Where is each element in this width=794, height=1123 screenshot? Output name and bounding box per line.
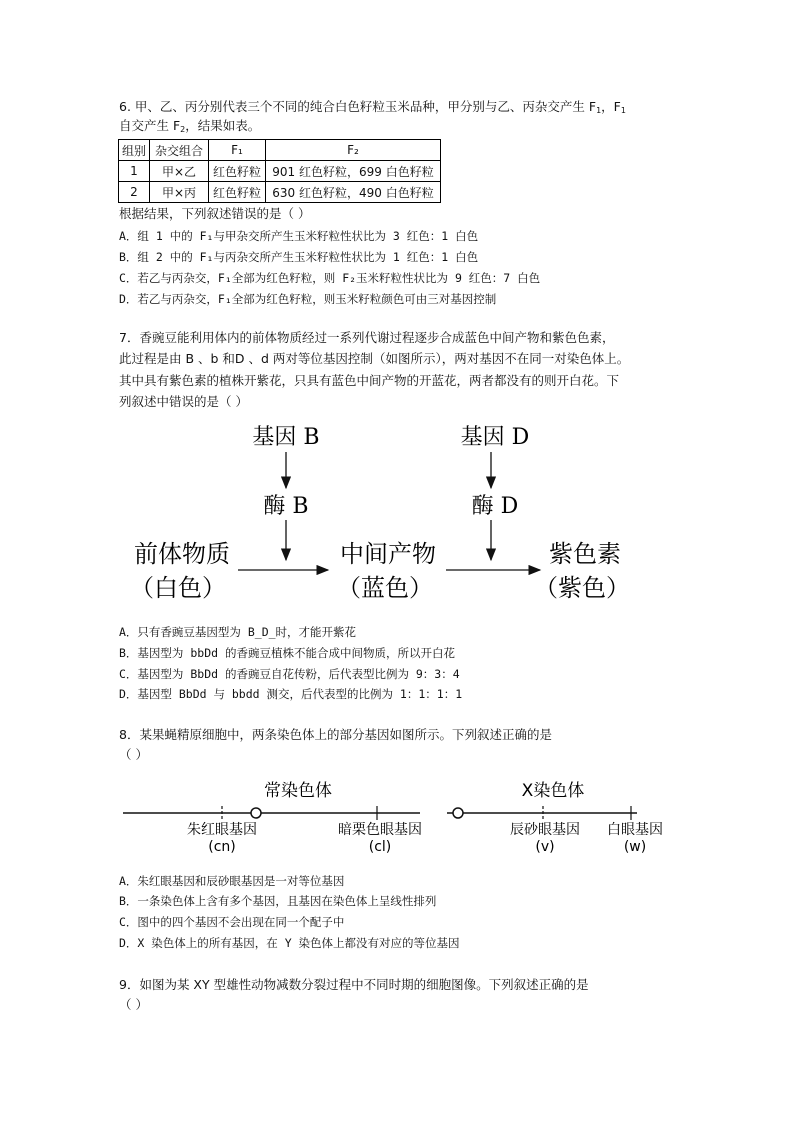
gene-cl-symbol: (cl) xyxy=(368,839,392,855)
pigment-label: 紫色素 xyxy=(549,540,621,568)
q9-stem: 9．如图为某 XY 型雄性动物减数分裂过程中不同时期的细胞图像。下列叙述正确的是 xyxy=(119,977,589,992)
enzyme-b-label: 酶 B xyxy=(263,494,309,519)
table-cell: 901 红色籽粒，699 白色籽粒 xyxy=(266,161,441,182)
autosome-centromere xyxy=(251,808,261,818)
gene-w-symbol: (w) xyxy=(623,839,647,855)
q6-option-d: D．若乙与丙杂交，F₁全部为红色籽粒，则玉米籽粒颜色可由三对基因控制 xyxy=(119,292,497,306)
autosome-title: 常染色体 xyxy=(264,781,332,801)
table-cell: 2 xyxy=(119,182,150,203)
table-cell: 1 xyxy=(119,161,150,182)
table-header-cell: F₂ xyxy=(266,140,441,161)
gene-cn-symbol: (cn) xyxy=(208,839,236,855)
gene-d-label: 基因 D xyxy=(460,425,530,450)
q7-stem-line1: 7．香豌豆能利用体内的前体物质经过一系列代谢过程逐步合成蓝色中间产物和紫色色素， xyxy=(119,330,615,345)
gene-w-name: 白眼基因 xyxy=(607,822,663,838)
q6-stem-line2: 自交产生 $F_2$，结果如表。 xyxy=(119,118,261,134)
table-header-cell: 组别 xyxy=(119,140,150,161)
q8-answer-blank: （ ） xyxy=(119,747,148,762)
x-centromere xyxy=(453,808,463,818)
gene-cl-name: 暗栗色眼基因 xyxy=(338,822,422,838)
q7-option-a: A．只有香豌豆基因型为 B_D_时，才能开紫花 xyxy=(119,625,357,639)
gene-v-name: 辰砂眼基因 xyxy=(510,822,580,838)
q7-option-d: D．基因型 BbDd 与 bbdd 测交，后代表型的比例为 1：1：1：1 xyxy=(119,687,463,701)
q7-stem-line2: 此过程是由 B 、b 和D 、d 两对等位基因控制（如图所示），两对基因不在同一对染色体上。 xyxy=(119,351,630,366)
table-cell: 红色籽粒 xyxy=(209,161,266,182)
q7-option-c: C．基因型为 BbDd 的香豌豆自花传粉，后代表型比例为 9：3：4 xyxy=(119,667,460,681)
q8-option-c: C．图中的四个基因不会出现在同一个配子中 xyxy=(119,915,345,929)
q8-option-d: D．X 染色体上的所有基因，在 Y 染色体上都没有对应的等位基因 xyxy=(119,936,460,950)
table-cell: 甲×乙 xyxy=(150,161,209,182)
q8-stem: 8．某果蝇精原细胞中，两条染色体上的部分基因如图所示。下列叙述正确的是 xyxy=(119,727,552,742)
q7-stem-line3: 其中具有紫色素的植株开紫花，只具有蓝色中间产物的开蓝花，两者都没有的则开白花。下 xyxy=(119,373,620,388)
q8-option-a: A．朱红眼基因和辰砂眼基因是一对等位基因 xyxy=(119,874,345,888)
q6-option-a: A．组 1 中的 F₁与甲杂交所产生玉米籽粒性状比为 3 红色：1 白色 xyxy=(119,229,479,243)
q6-stem-line1: 6. 甲、乙、丙分别代表三个不同的纯合白色籽粒玉米品种，甲分别与乙、丙杂交产生 $F_1$，$F_1$ xyxy=(119,99,626,115)
table-cell: 630 红色籽粒，490 白色籽粒 xyxy=(266,182,441,203)
intermediate-color-label: （蓝色） xyxy=(337,574,433,602)
gene-b-label: 基因 B xyxy=(252,425,320,450)
gene-v-symbol: (v) xyxy=(535,839,555,855)
gene-cn-name: 朱红眼基因 xyxy=(187,822,257,838)
q6-option-c: C．若乙与丙杂交，F₁全部为红色籽粒，则 F₂玉米籽粒性状比为 9 红色：7 白色 xyxy=(119,271,541,285)
table-header-cell: 杂交组合 xyxy=(150,140,209,161)
q6-question: 根据结果，下列叙述错误的是（ ） xyxy=(119,206,311,221)
q7-stem-line4: 列叙述中错误的是（ ） xyxy=(119,394,248,409)
precursor-label: 前体物质 xyxy=(134,540,230,568)
q8-option-b: B．一条染色体上含有多个基因，且基因在染色体上呈线性排列 xyxy=(119,894,437,908)
q9-answer-blank: （ ） xyxy=(119,997,148,1012)
pigment-color-label: （紫色） xyxy=(534,574,630,602)
table-cell: 红色籽粒 xyxy=(209,182,266,203)
table-header-cell: F₁ xyxy=(209,140,266,161)
enzyme-d-label: 酶 D xyxy=(471,494,519,519)
q6-option-b: B．组 2 中的 F₁与丙杂交所产生玉米籽粒性状比为 1 红色：1 白色 xyxy=(119,250,479,264)
intermediate-label: 中间产物 xyxy=(340,540,436,568)
x-chromosome-title: X染色体 xyxy=(521,781,585,801)
precursor-color-label: （白色） xyxy=(130,574,226,602)
q7-option-b: B．基因型为 bbDd 的香豌豆植株不能合成中间物质，所以开白花 xyxy=(119,646,455,660)
table-cell: 甲×丙 xyxy=(150,182,209,203)
